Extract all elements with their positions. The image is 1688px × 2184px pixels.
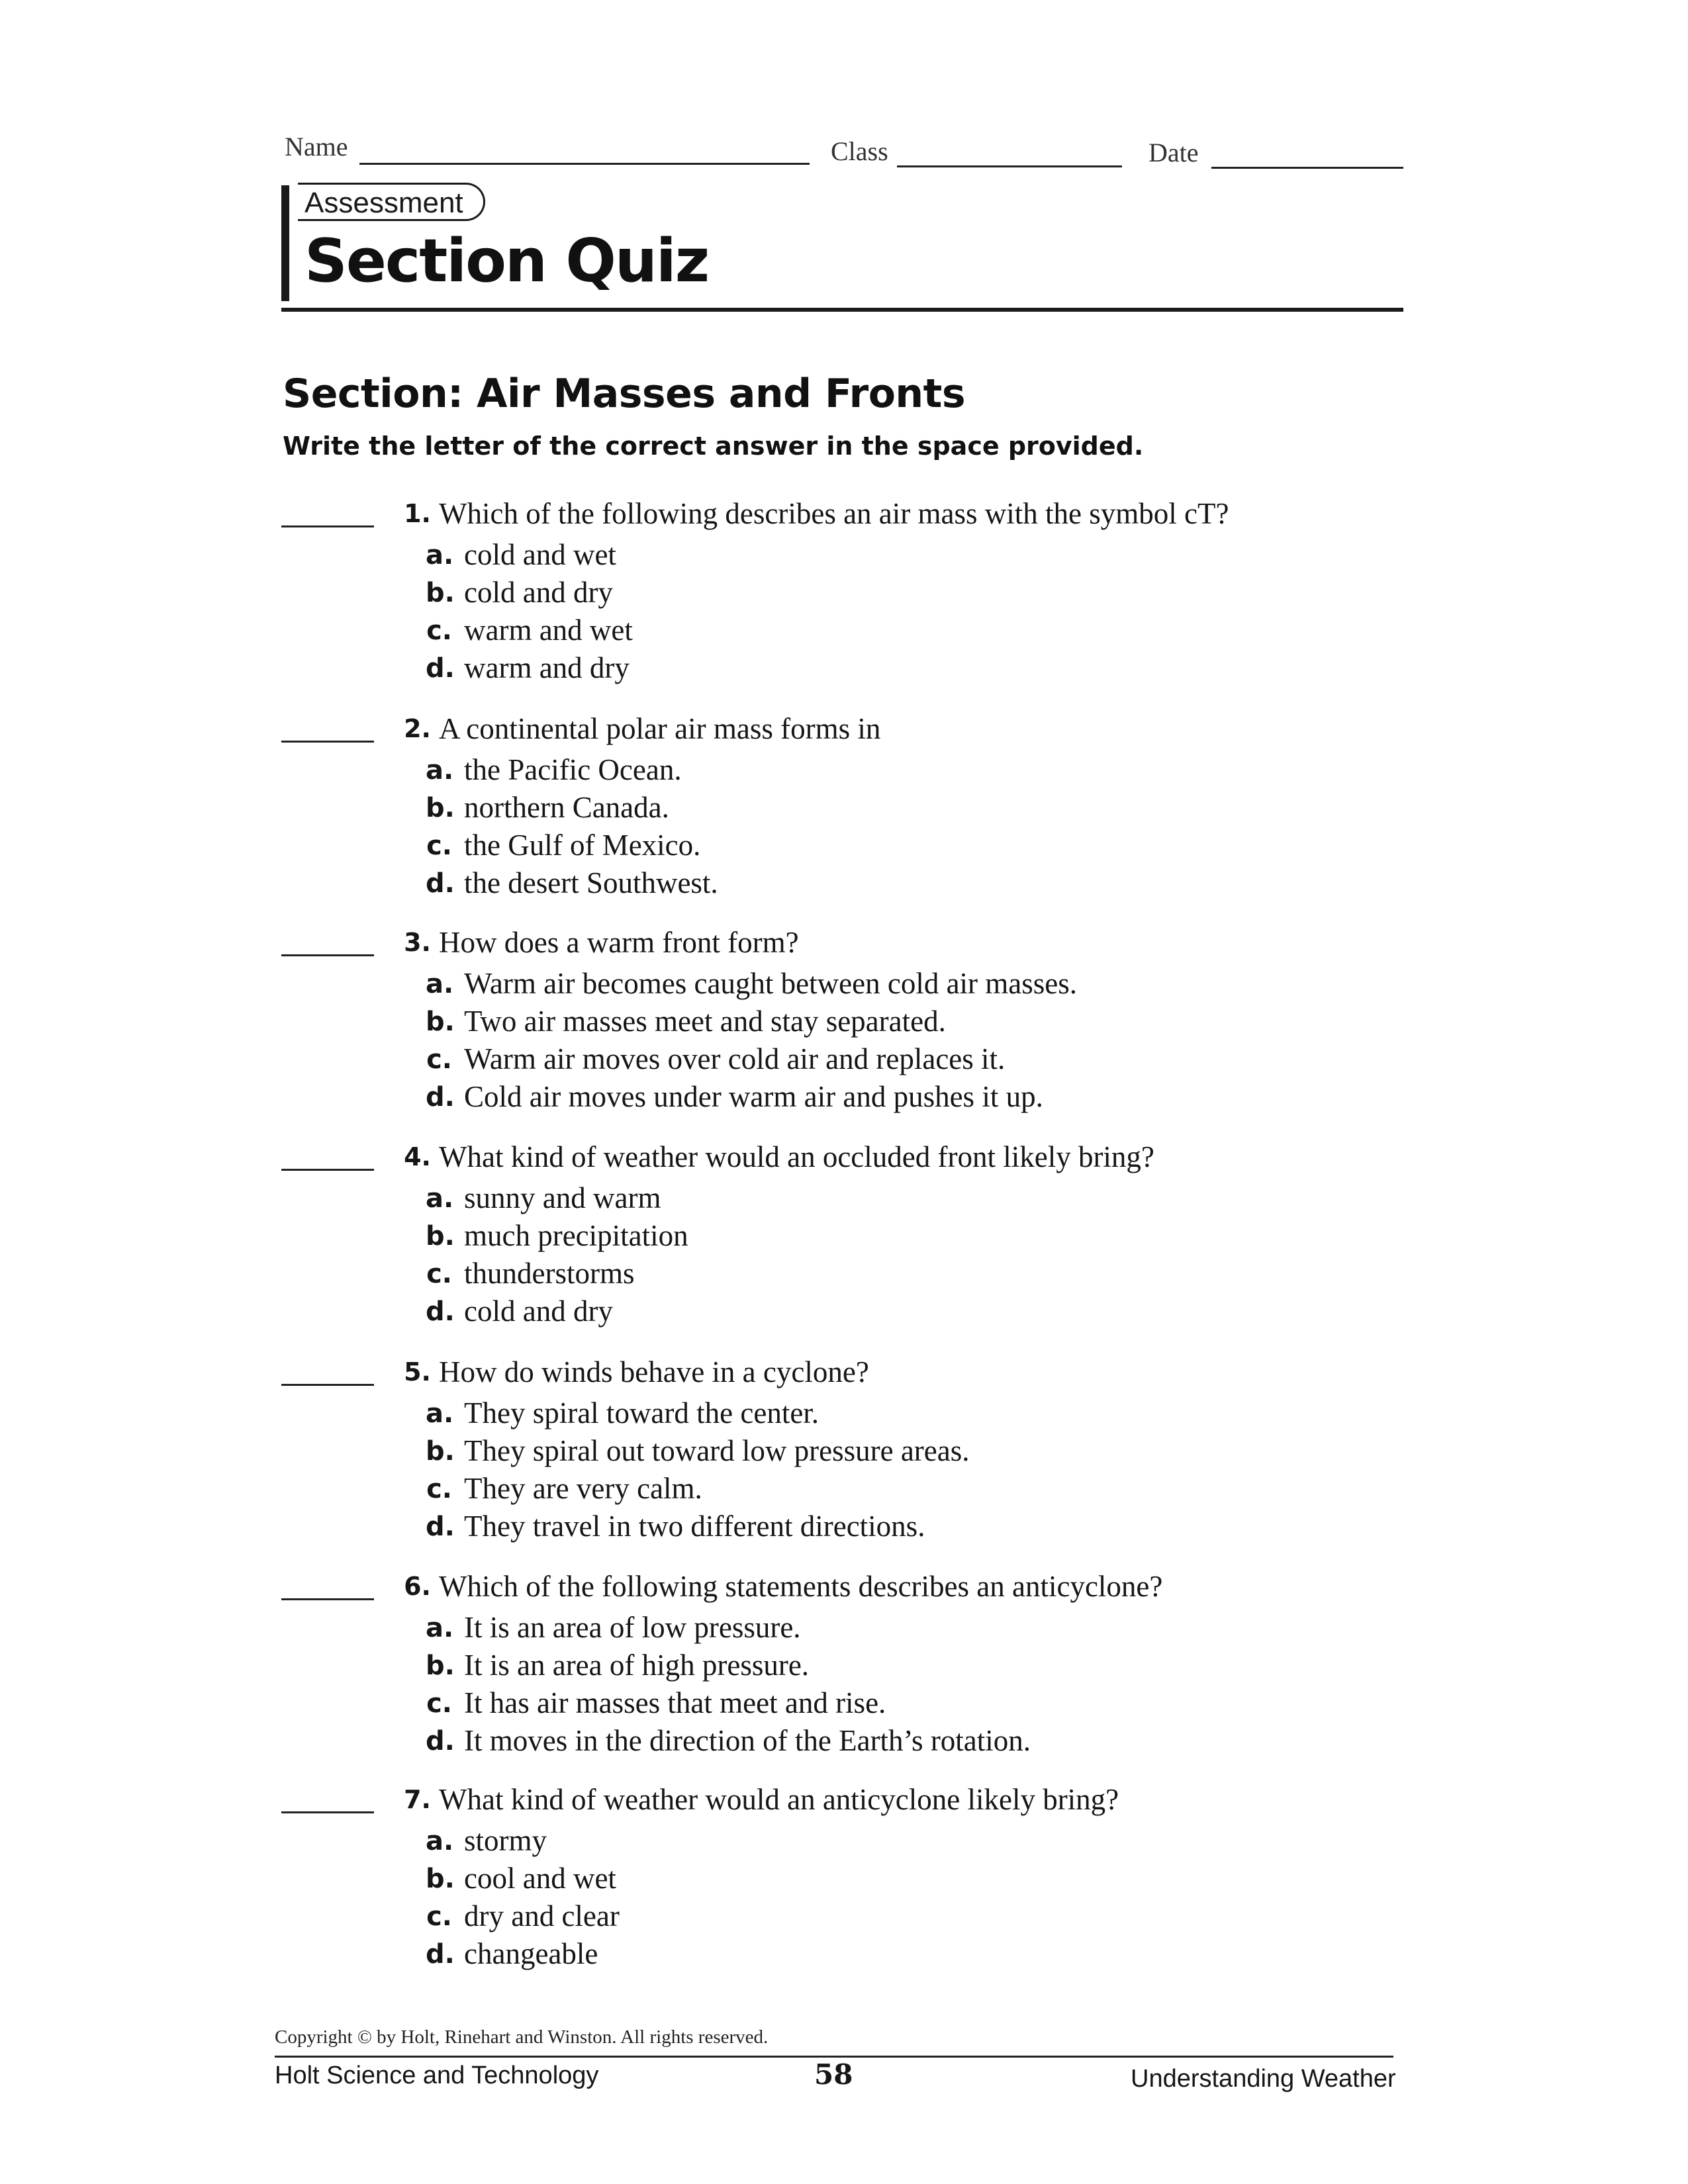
question-number: 3. [404,928,431,957]
question-number: 4. [404,1142,431,1171]
name-label: Name [285,132,348,161]
option-text: the desert Southwest. [464,866,718,899]
name-field[interactable] [359,163,810,165]
option-letter: a. [426,1398,454,1429]
question-text: How do winds behave in a cyclone? [439,1355,869,1388]
option-letter: a. [426,755,454,786]
answer-option [281,965,1407,1003]
publisher-name: Holt Science and Technology [275,2062,599,2089]
option-letter: b. [426,793,455,823]
page-number: 58 [814,2058,853,2091]
option-letter: d. [426,1726,455,1756]
question-6 [281,1569,1407,1760]
answer-option [281,649,1407,687]
question-number: 6. [404,1572,431,1601]
date-field[interactable] [1211,167,1403,169]
answer-option [281,1897,1407,1935]
answer-option [281,1255,1407,1293]
answer-option [281,1394,1407,1432]
footer-divider [275,2056,1393,2058]
answer-option [281,1040,1407,1078]
answer-option [281,574,1407,612]
question-2 [281,711,1407,902]
option-text: Warm air moves over cold air and replaces it. [464,1042,1006,1075]
copyright-notice: Copyright © by Holt, Rinehart and Winston. All rights reserved. [275,2026,769,2048]
answer-blank[interactable] [281,525,374,527]
answer-option [281,1508,1407,1545]
option-text: northern Canada. [464,791,669,824]
answer-option [281,1078,1407,1116]
answer-blank[interactable] [281,1598,374,1600]
option-text: cool and wet [464,1862,616,1895]
question-row [281,925,1407,965]
question-row [281,1782,1407,1822]
option-letter: a. [426,1826,454,1856]
option-text: warm and dry [464,651,630,684]
answer-option [281,751,1407,789]
option-letter: c. [426,615,452,646]
option-letter: a. [426,969,454,999]
answer-option [281,1647,1407,1684]
question-text: What kind of weather would an occluded front likely bring? [439,1140,1154,1173]
question-row [281,711,1407,751]
answer-option [281,1003,1407,1040]
answer-option [281,1179,1407,1217]
option-letter: c. [426,1474,452,1504]
question-text: Which of the following describes an air mass with the symbol cT? [439,497,1229,530]
option-letter: c. [426,831,452,861]
chapter-title: Understanding Weather [1131,2065,1396,2093]
option-text: dry and clear [464,1899,620,1933]
option-text: It has air masses that meet and rise. [464,1686,886,1719]
option-text: Warm air becomes caught between cold air masses. [464,967,1078,1000]
answer-blank[interactable] [281,954,374,956]
answer-option [281,1722,1407,1760]
question-7 [281,1782,1407,1973]
page-title: Section Quiz [305,226,709,296]
option-letter: b. [426,1436,455,1467]
answer-option [281,789,1407,827]
option-letter: a. [426,1613,454,1643]
question-4 [281,1140,1407,1330]
question-1 [281,496,1407,687]
option-letter: a. [426,540,454,570]
question-row [281,1140,1407,1179]
option-text: warm and wet [464,614,633,647]
question-5 [281,1355,1407,1545]
option-text: They are very calm. [464,1472,702,1505]
answer-blank[interactable] [281,1811,374,1813]
option-text: They travel in two different directions. [464,1510,925,1543]
answer-option [281,1470,1407,1508]
answer-blank[interactable] [281,1384,374,1386]
option-letter: c. [426,1044,452,1075]
answer-option [281,1935,1407,1973]
option-text: cold and dry [464,1295,613,1328]
answer-option [281,864,1407,902]
option-letter: d. [426,1512,455,1542]
answer-blank[interactable] [281,1169,374,1171]
option-letter: d. [426,653,455,684]
option-letter: c. [426,1259,452,1289]
option-letter: d. [426,1939,455,1970]
option-letter: b. [426,1007,455,1037]
answer-option [281,827,1407,864]
option-text: Cold air moves under warm air and pushes it up. [464,1080,1043,1113]
question-number: 2. [404,714,431,743]
option-text: Two air masses meet and stay separated. [464,1005,946,1038]
option-letter: b. [426,578,455,608]
question-number: 7. [404,1785,431,1814]
option-text: It moves in the direction of the Earth’s rotation. [464,1724,1031,1757]
class-label: Class [831,136,888,166]
option-text: cold and wet [464,538,616,571]
option-letter: c. [426,1901,452,1932]
answer-option [281,1822,1407,1860]
class-field[interactable] [897,165,1122,167]
instructions: Write the letter of the correct answer in the space provided. [283,432,1144,461]
option-letter: b. [426,1864,455,1894]
option-letter: a. [426,1183,454,1214]
option-letter: c. [426,1688,452,1719]
option-letter: b. [426,1651,455,1681]
question-number: 5. [404,1357,431,1387]
answer-option [281,1432,1407,1470]
answer-option [281,1293,1407,1330]
option-letter: d. [426,868,455,899]
option-text: stormy [464,1824,547,1857]
option-text: It is an area of low pressure. [464,1611,801,1644]
section-title: Section: Air Masses and Fronts [283,371,966,417]
answer-option [281,1860,1407,1897]
option-text: thunderstorms [464,1257,635,1290]
option-text: the Gulf of Mexico. [464,829,701,862]
answer-option [281,612,1407,649]
title-accent-bar [281,185,289,301]
option-text: much precipitation [464,1219,688,1252]
option-text: changeable [464,1937,598,1970]
option-text: It is an area of high pressure. [464,1649,810,1682]
option-letter: d. [426,1297,455,1327]
answer-blank[interactable] [281,741,374,743]
option-text: sunny and warm [464,1181,661,1214]
option-letter: d. [426,1082,455,1113]
assessment-tag: Assessment [298,183,485,221]
question-3 [281,925,1407,1116]
question-text: Which of the following statements describes an anticyclone? [439,1570,1163,1603]
question-text: What kind of weather would an anticyclone likely bring? [439,1783,1119,1816]
option-text: cold and dry [464,576,613,609]
question-row [281,1355,1407,1394]
answer-option [281,536,1407,574]
title-divider [281,308,1403,312]
question-text: How does a warm front form? [439,926,799,959]
answer-option [281,1609,1407,1647]
option-letter: b. [426,1221,455,1251]
answer-option [281,1217,1407,1255]
question-text: A continental polar air mass forms in [439,712,881,745]
option-text: the Pacific Ocean. [464,753,682,786]
question-row [281,1569,1407,1609]
question-row [281,496,1407,536]
option-text: They spiral out toward low pressure areas. [464,1434,970,1467]
answer-option [281,1684,1407,1722]
option-text: They spiral toward the center. [464,1396,820,1430]
question-number: 1. [404,499,431,528]
date-label: Date [1149,138,1199,167]
